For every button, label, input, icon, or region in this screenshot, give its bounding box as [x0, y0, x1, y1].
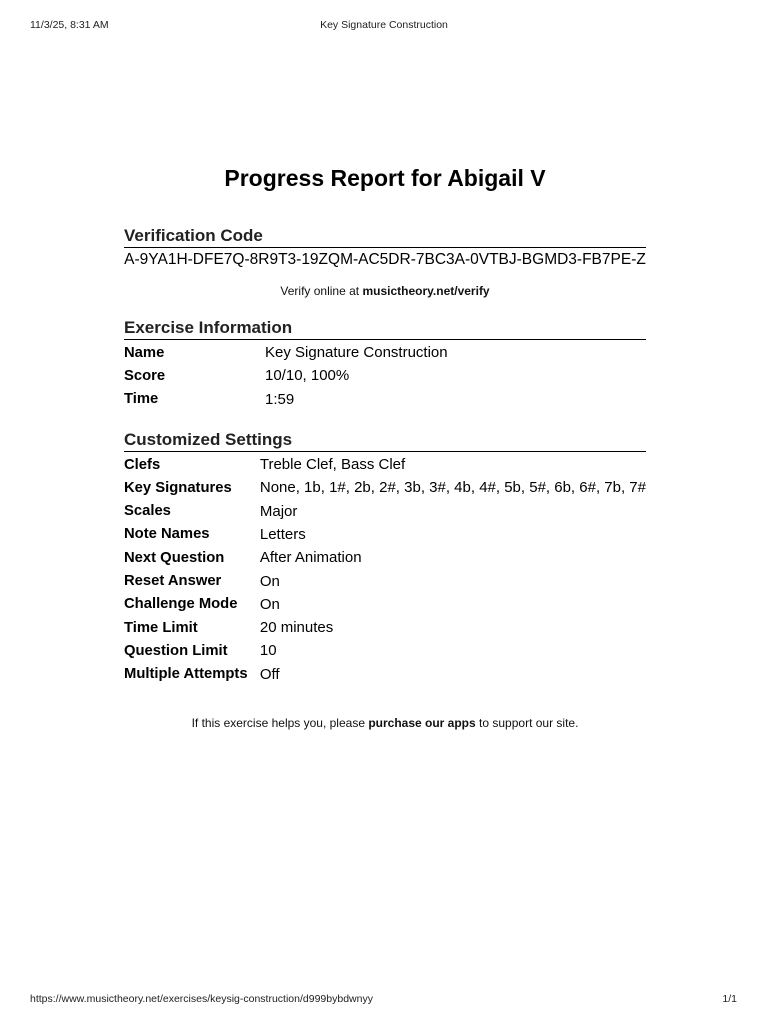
- row-value: Treble Clef, Bass Clef: [259, 456, 406, 474]
- row-value: Letters: [259, 525, 306, 543]
- row-value: On: [259, 595, 280, 613]
- report-content: [124, 160, 646, 730]
- verification-section: [124, 226, 646, 298]
- table-row: [124, 546, 646, 569]
- settings-table: [124, 453, 646, 686]
- print-datetime: 11/3/25, 8:31 AM: [30, 19, 109, 31]
- row-label: Reset Answer: [124, 573, 222, 590]
- table-row: [124, 341, 646, 364]
- row-label: Challenge Mode: [124, 596, 238, 613]
- support-prefix: If this exercise helps you, please: [191, 715, 369, 730]
- exercise-info-section: [124, 318, 646, 411]
- row-label: Multiple Attempts: [124, 666, 248, 683]
- table-row: [124, 388, 646, 411]
- table-row: [124, 593, 646, 616]
- table-row: [124, 639, 646, 662]
- row-label: Scales: [124, 503, 171, 520]
- print-url: https://www.musictheory.net/exercises/keysig-construction/d999bybdwnyy: [30, 993, 373, 1005]
- support-line: [124, 716, 646, 730]
- page-number: 1/1: [722, 993, 737, 1005]
- purchase-apps-link[interactable]: purchase our apps: [368, 715, 476, 730]
- exercise-info-heading: Exercise Information: [124, 318, 646, 340]
- verification-code: A-9YA1H-DFE7Q-8R9T3-19ZQM-AC5DR-7BC3A-0VTBJ-BGMD3-FB7PE-Z: [124, 251, 646, 268]
- row-label: Time: [124, 391, 159, 408]
- row-value: 10: [259, 642, 277, 660]
- row-label: Key Signatures: [124, 479, 232, 496]
- row-value: 10/10, 100%: [265, 367, 350, 385]
- row-label: Clefs: [124, 456, 161, 473]
- row-value: None, 1b, 1#, 2b, 2#, 3b, 3#, 4b, 4#, 5b, 5#, 6b, 6#, 7b, 7#: [259, 479, 646, 497]
- row-value: After Animation: [259, 549, 362, 567]
- settings-section: [124, 430, 646, 686]
- row-value: 20 minutes: [259, 619, 334, 637]
- print-footer: [0, 993, 768, 1007]
- table-row: [124, 453, 646, 476]
- row-value: On: [259, 572, 280, 590]
- verification-heading: Verification Code: [124, 226, 646, 248]
- print-doc-title: Key Signature Construction: [320, 19, 448, 31]
- support-suffix: to support our site.: [475, 715, 579, 730]
- print-header: [0, 19, 768, 33]
- table-row: [124, 499, 646, 522]
- verify-prefix: Verify online at: [280, 284, 363, 298]
- row-label: Name: [124, 344, 165, 361]
- row-label: Score: [124, 367, 166, 384]
- exercise-info-table: [124, 341, 646, 411]
- report-title: Progress Report for Abigail V: [224, 165, 546, 191]
- row-value: 1:59: [265, 390, 295, 408]
- table-row: [124, 523, 646, 546]
- row-label: Time Limit: [124, 619, 198, 636]
- row-value: Off: [259, 665, 280, 683]
- table-row: [124, 616, 646, 639]
- row-label: Next Question: [124, 549, 225, 566]
- table-row: [124, 476, 646, 499]
- verify-online-line: [124, 284, 646, 298]
- row-label: Note Names: [124, 526, 210, 543]
- settings-heading: Customized Settings: [124, 430, 646, 452]
- verify-link[interactable]: musictheory.net/verify: [362, 284, 490, 298]
- row-value: Key Signature Construction: [265, 344, 448, 362]
- table-row: [124, 663, 646, 686]
- table-row: [124, 364, 646, 387]
- row-value: Major: [259, 502, 298, 520]
- row-label: Question Limit: [124, 642, 228, 659]
- table-row: [124, 569, 646, 592]
